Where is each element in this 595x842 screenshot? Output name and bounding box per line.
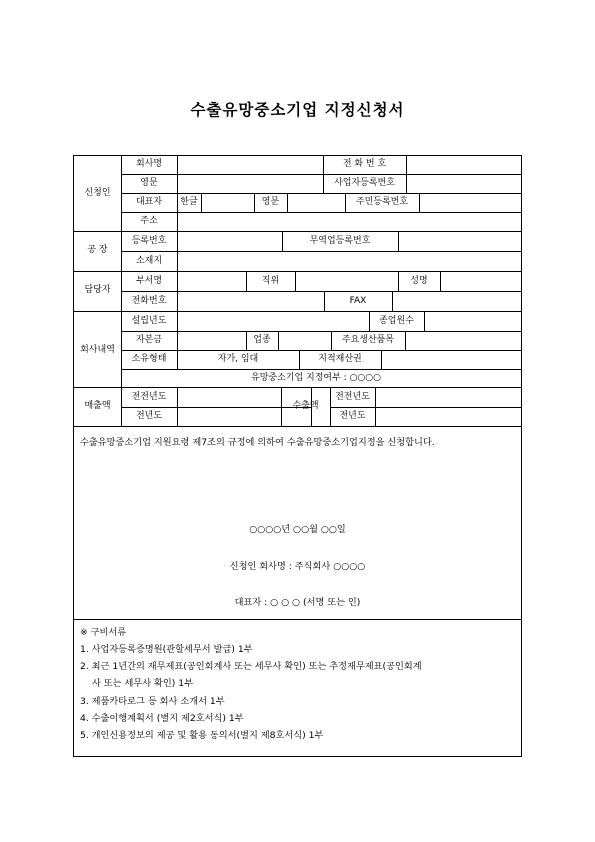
sales-prev-year-label: 전년도 bbox=[135, 411, 163, 421]
factory-reg-no-label: 등록번호 bbox=[131, 236, 167, 246]
factory-location-label: 소재지 bbox=[135, 256, 163, 266]
application-date: ○○○○년 ○○월 ○○일 bbox=[249, 524, 346, 535]
list-item: 2. 최근 1년간의 재무제표(공인회계사 또는 세무사 확인) 또는 추정재무제표(공인회계 bbox=[80, 661, 422, 672]
contact-phone-label: 전화번호 bbox=[131, 296, 167, 306]
export-section-label: 수출액 bbox=[292, 401, 319, 411]
ip-label: 지적재산권 bbox=[318, 354, 362, 364]
list-item: 사 또는 세무사 확인) 1부 bbox=[92, 678, 193, 689]
application-form bbox=[73, 155, 522, 757]
korean-label: 한글 bbox=[180, 197, 198, 207]
signature-company: 신청인 회사명 : 주식회사 ○○○○ bbox=[229, 561, 366, 572]
export-prev-prev-year-label: 전전년도 bbox=[335, 392, 370, 402]
ownership-label: 소유형태 bbox=[131, 354, 167, 364]
fax-label: FAX bbox=[349, 296, 367, 306]
applicant-section-label: 신청인 bbox=[84, 188, 111, 198]
sales-section-label: 매출액 bbox=[84, 401, 111, 411]
biz-reg-no-label: 사업자등록번호 bbox=[334, 178, 395, 188]
capital-label: 자본금 bbox=[135, 335, 163, 345]
resident-no-label: 주민등록번호 bbox=[355, 197, 409, 207]
employees-label: 종업원수 bbox=[379, 316, 414, 326]
document-title: 수출유망중소기업 지정신청서 bbox=[190, 101, 405, 119]
factory-section-label: 공 장 bbox=[87, 245, 108, 255]
list-item: 3. 제품카타로그 등 회사 소개서 1부 bbox=[80, 696, 225, 707]
sales-prev-prev-year-label: 전전년도 bbox=[131, 392, 167, 402]
contact-name-label: 성명 bbox=[410, 276, 428, 286]
phone-label: 전 화 번 호 bbox=[342, 159, 387, 169]
english-name-label: 영문 bbox=[140, 178, 158, 188]
company-name-label: 회사명 bbox=[135, 159, 163, 169]
department-label: 부서명 bbox=[135, 276, 163, 286]
position-label: 직위 bbox=[261, 276, 280, 286]
trade-reg-no-label: 무역업등록번호 bbox=[309, 236, 371, 246]
address-label: 주소 bbox=[140, 216, 158, 226]
signature-representative: 대표자 : ○ ○ ○ (서명 또는 인) bbox=[234, 597, 361, 608]
main-products-label: 주요생산품목 bbox=[341, 335, 395, 345]
representative-label: 대표자 bbox=[135, 197, 163, 207]
list-item: 1. 사업자등록증명원(관할세무서 발급) 1부 bbox=[80, 644, 253, 655]
application-statement: 수출유망중소기업 지원요령 제7조의 규정에 의하여 수출유망중소기업지정을 신청합니다. bbox=[80, 437, 435, 448]
english-label: 영문 bbox=[261, 197, 280, 207]
founded-label: 설립년도 bbox=[131, 316, 167, 326]
documents-heading: ※ 구비서류 bbox=[80, 627, 127, 638]
list-item: 4. 수출이행계획서 (별지 제2호서식) 1부 bbox=[80, 713, 244, 724]
contact-section-label: 담당자 bbox=[84, 285, 111, 295]
export-prev-year-label: 전년도 bbox=[339, 411, 366, 421]
designation-status: 유망중소기업 지정여부 : ○○○○ bbox=[251, 373, 381, 383]
ownership-value: 자가, 임대 bbox=[217, 354, 259, 364]
list-item: 5. 개인신용정보의 제공 및 활용 동의서(별지 제8호서식) 1부 bbox=[80, 730, 324, 741]
company-section-label: 회사내역 bbox=[80, 345, 115, 355]
industry-label: 업종 bbox=[253, 335, 271, 345]
